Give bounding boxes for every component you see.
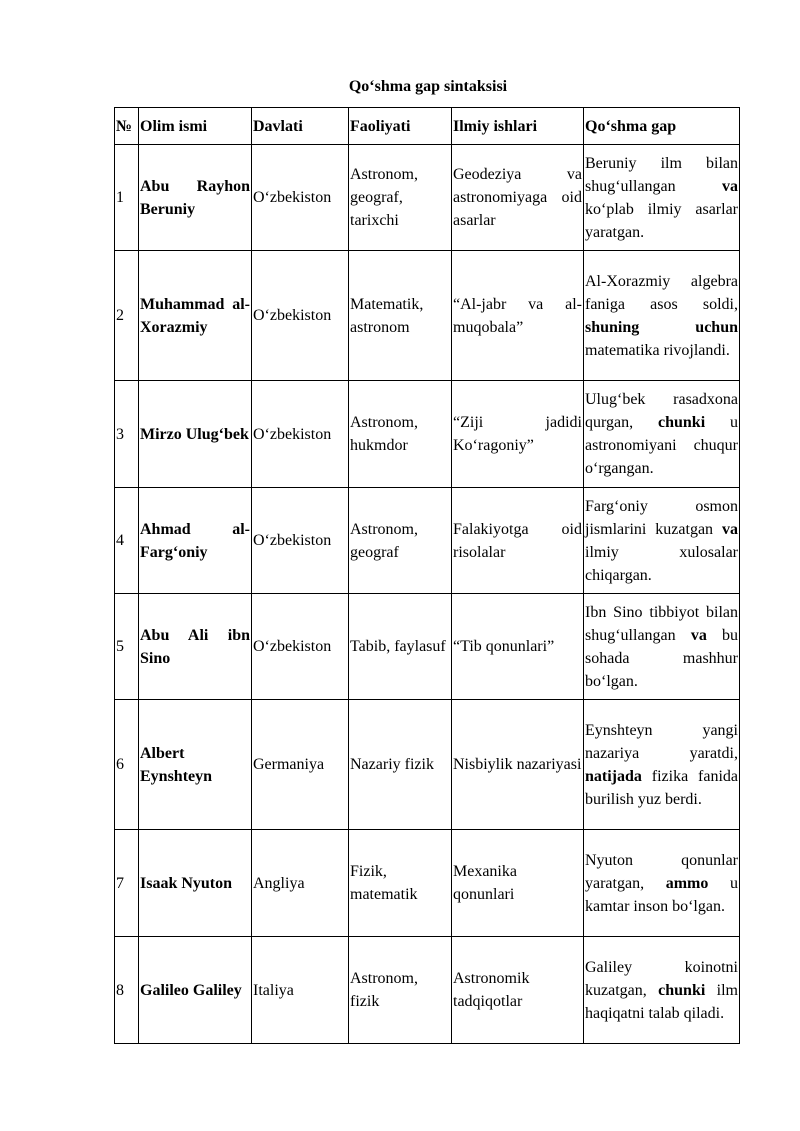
sentence-end: ilm haqiqatni talab qiladi. <box>585 981 738 1022</box>
scientist-name: Mirzo Ulug‘bek <box>139 381 252 488</box>
sentence-start: Al-Xorazmiy algebra faniga asos soldi, <box>585 272 738 313</box>
table-row <box>115 381 740 488</box>
activity: Tabib, faylasuf <box>349 594 452 700</box>
table-row <box>115 700 740 830</box>
header-activity: Faoliyati <box>349 108 452 145</box>
sentence-end: ko‘plab ilmiy asarlar yaratgan. <box>585 200 738 241</box>
activity: Astronom, geograf, tarixchi <box>349 145 452 251</box>
table-header-row <box>115 108 740 145</box>
conjunction: chunki <box>658 414 706 431</box>
country: Italiya <box>252 937 349 1044</box>
activity: Astronom, hukmdor <box>349 381 452 488</box>
conjunction: chunki <box>658 981 706 999</box>
country: O‘zbekiston <box>252 488 349 594</box>
activity: Nazariy fizik <box>349 700 452 830</box>
works: Falakiyotga oid risolalar <box>452 488 584 594</box>
compound-sentence <box>584 488 740 594</box>
header-compound-sentence: Qo‘shma gap <box>584 108 740 145</box>
scientists-table <box>114 107 740 1044</box>
activity: Astronom, geograf <box>349 488 452 594</box>
table-row <box>115 251 740 381</box>
page-title: Qo‘shma gap sintaksisi <box>348 78 508 95</box>
sentence-start: Nyuton qonunlar yaratgan, <box>585 851 738 892</box>
sentence-start: Ulug‘bek rasadxona qurgan, <box>585 391 738 431</box>
country: Angliya <box>252 830 349 937</box>
row-number: 2 <box>115 251 139 381</box>
works: “Ziji jadidi Ko‘ragoniy” <box>452 381 584 488</box>
compound-sentence <box>584 830 740 937</box>
sentence-start: Ibn Sino tibbiyot bilan shug‘ullangan <box>585 603 738 644</box>
works: Nisbiylik nazariyasi <box>452 700 584 830</box>
table-row <box>115 145 740 251</box>
sentence-end: ilmiy xulosalar chiqargan. <box>585 543 738 584</box>
activity: Astronom, fizik <box>349 937 452 1044</box>
works: Mexanika qonunlari <box>452 830 584 937</box>
row-number: 6 <box>115 700 139 830</box>
scientist-name: Isaak Nyuton <box>139 830 252 937</box>
sentence-end: matematika rivojlandi. <box>585 341 730 359</box>
row-number: 4 <box>115 488 139 594</box>
compound-sentence <box>584 937 740 1044</box>
country: Germaniya <box>252 700 349 830</box>
scientist-name: Albert Eynshteyn <box>139 700 252 830</box>
header-scientist-name: Olim ismi <box>139 108 252 145</box>
scientist-name: Muhammad al-Xorazmiy <box>139 251 252 381</box>
conjunction: va <box>690 626 707 644</box>
table-row <box>115 488 740 594</box>
conjunction: va <box>722 520 738 538</box>
sentence-end: fizika fanida burilish yuz berdi. <box>585 767 738 808</box>
conjunction: natijada <box>585 767 642 785</box>
scientist-name: Abu Ali ibn Sino <box>139 594 252 700</box>
country: O‘zbekiston <box>252 594 349 700</box>
row-number: 5 <box>115 594 139 700</box>
works: “Tib qonunlari” <box>452 594 584 700</box>
conjunction: shuning uchun <box>585 318 738 336</box>
country: O‘zbekiston <box>252 145 349 251</box>
row-number: 7 <box>115 830 139 937</box>
row-number: 8 <box>115 937 139 1044</box>
compound-sentence <box>584 594 740 700</box>
works: Geodeziya va astronomiyaga oid asarlar <box>452 145 584 251</box>
activity: Matematik, astronom <box>349 251 452 381</box>
header-number: № <box>115 108 139 145</box>
row-number: 3 <box>115 381 139 488</box>
works: Astronomik tadqiqotlar <box>452 937 584 1044</box>
sentence-start: Farg‘oniy osmon jismlarini kuzatgan <box>585 497 738 538</box>
conjunction: ammo <box>665 874 709 892</box>
conjunction: va <box>722 177 738 195</box>
scientist-name: Abu Rayhon Beruniy <box>139 145 252 251</box>
sentence-start: Eynshteyn yangi nazariya yaratdi, <box>585 721 738 762</box>
sentence-end: u kamtar inson bo‘lgan. <box>585 874 739 915</box>
compound-sentence <box>584 251 740 381</box>
country: O‘zbekiston <box>252 381 349 488</box>
activity: Fizik, matematik <box>349 830 452 937</box>
sentence-start: Galiley koinotni kuzatgan, <box>585 958 738 999</box>
compound-sentence <box>584 145 740 251</box>
table-row <box>115 594 740 700</box>
sentence-end: u astronomiyani chuqur o‘rgangan. <box>585 414 738 477</box>
header-works: Ilmiy ishlari <box>452 108 584 145</box>
scientist-name: Galileo Galiley <box>139 937 252 1044</box>
works: “Al-jabr va al-muqobala” <box>452 251 584 381</box>
country: O‘zbekiston <box>252 251 349 381</box>
compound-sentence <box>584 700 740 830</box>
compound-sentence <box>584 381 740 488</box>
sentence-end: bu sohada mashhur bo‘lgan. <box>585 626 738 690</box>
table-row <box>115 937 740 1044</box>
table-row <box>115 830 740 937</box>
sentence-start: Beruniy ilm bilan shug‘ullangan <box>585 154 738 195</box>
scientist-name: Ahmad al-Farg‘oniy <box>139 488 252 594</box>
header-country: Davlati <box>252 108 349 145</box>
row-number: 1 <box>115 145 139 251</box>
